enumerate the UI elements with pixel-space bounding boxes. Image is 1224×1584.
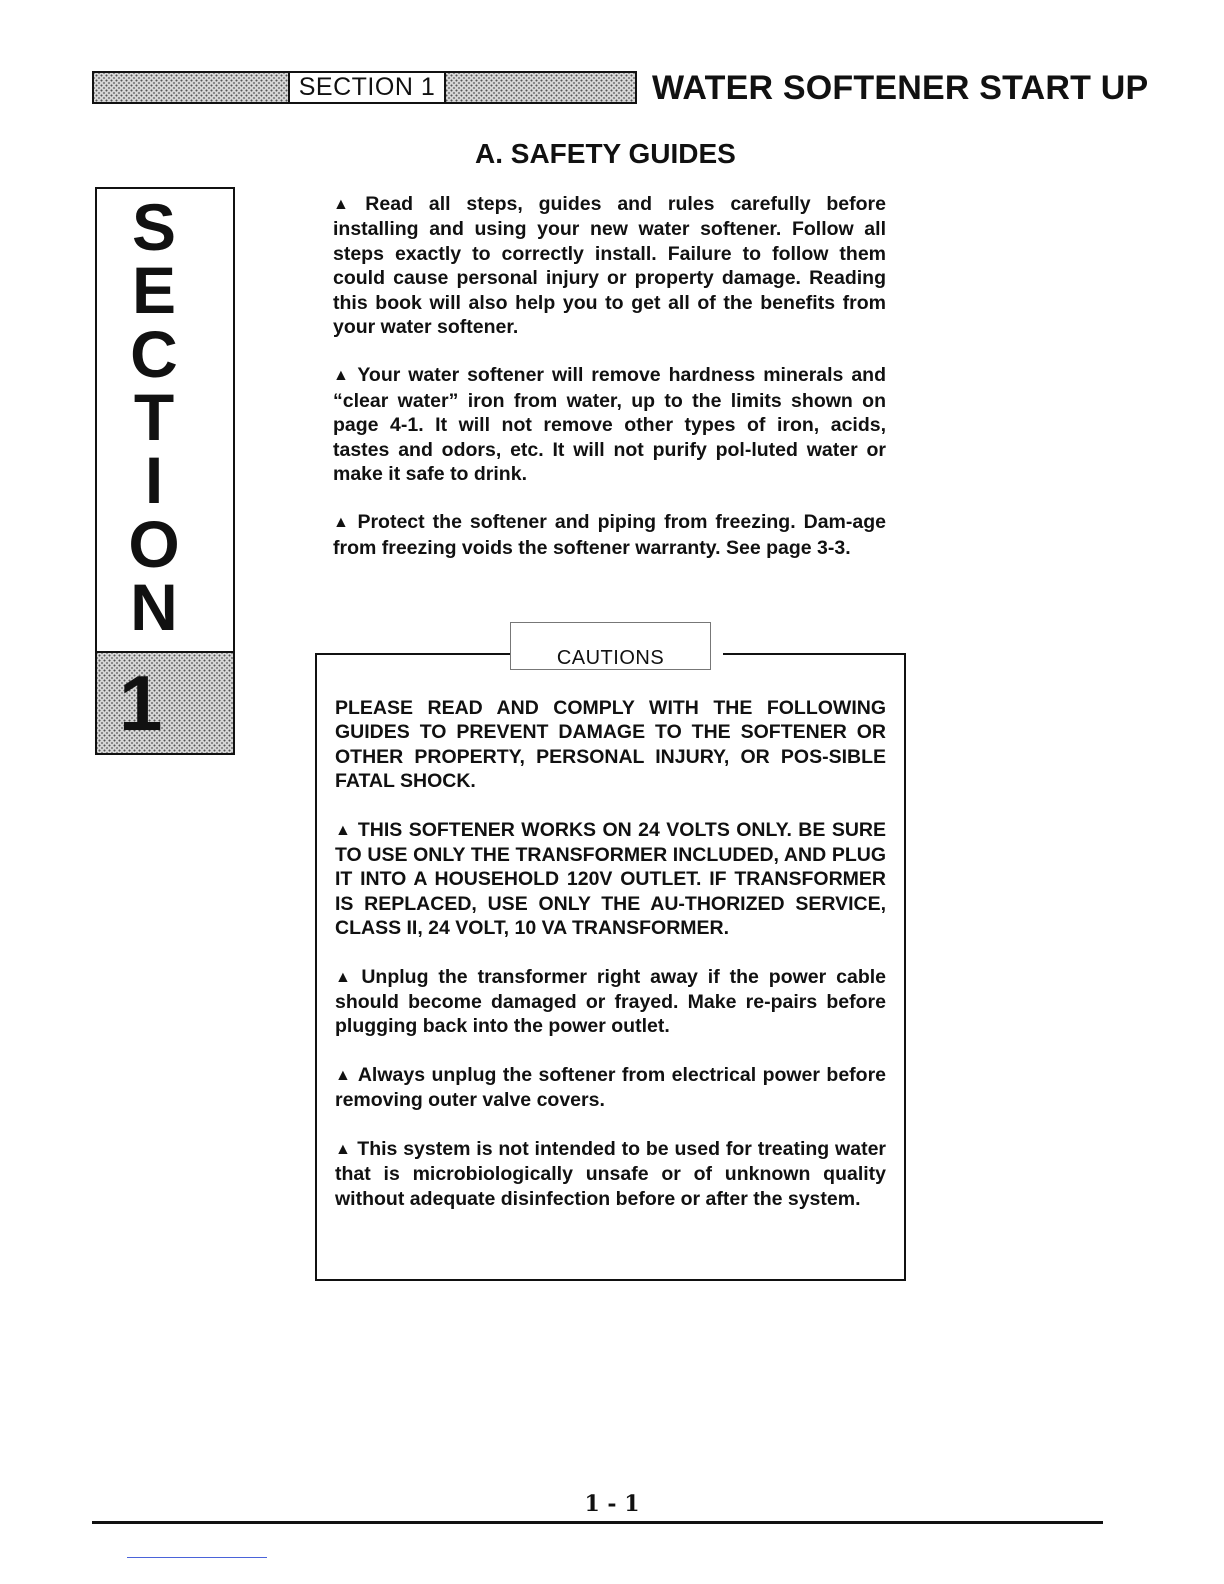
safety-paragraph: ▲ Protect the softener and piping from freezing. Dam-age from freezing voids the softener warranty. See page 3-3.	[333, 511, 886, 559]
side-tab-letter: O	[128, 506, 180, 581]
section-header-bar	[92, 71, 637, 104]
caution-item: ▲ THIS SOFTENER WORKS ON 24 VOLTS ONLY. BE SURE TO USE ONLY THE TRANSFORMER INCLUDED, AND PLUG IT INTO A HOUSEHOLD 120V OUTLET. IF TRANSFORMER IS REPLACED, USE ONLY THE AU-THORIZED SERVICE, CLASS II, 24 VOLT, 10 VA TRANSFORMER.	[335, 818, 887, 940]
safety-guides-body	[333, 192, 886, 584]
page-number: 1 - 1	[584, 1491, 640, 1517]
section-side-tab	[95, 187, 235, 755]
side-tab-letter: T	[133, 379, 175, 454]
caution-item: ▲ This system is not intended to be used for treating water that is microbiologically unsafe or of unknown quality without adequate disinfection before or after the system.	[335, 1137, 886, 1210]
page-heading: A. SAFETY GUIDES	[475, 138, 736, 169]
cautions-lead: PLEASE READ AND COMPLY WITH THE FOLLOWING GUIDES TO PREVENT DAMAGE TO THE SOFTENER OR OTHER PROPERTY, PERSONAL INJURY, OR POS-SIBLE FATAL SHOCK.	[335, 697, 886, 793]
warning-triangle-icon: ▲	[335, 1140, 352, 1158]
chapter-title: WATER SOFTENER START UP	[652, 69, 1149, 107]
cautions-content	[335, 696, 886, 1235]
warning-triangle-icon: ▲	[335, 821, 352, 839]
side-tab-letter: S	[131, 189, 177, 264]
side-tab-letter: N	[130, 570, 178, 645]
safety-paragraph: ▲ Your water softener will remove hardness minerals and “clear water” iron from water, up to the limits shown on page 4-1. It will not remove other types of iron, acids, tastes and odors, etc. It will not purify pol-luted water or make it safe to drink.	[333, 364, 886, 486]
section-label: SECTION 1	[288, 73, 446, 102]
side-tab-letter: I	[144, 443, 164, 518]
side-tab-letter: C	[130, 316, 178, 391]
caution-item: ▲ Unplug the transformer right away if the power cable should become damaged or frayed. Make re-pairs before plugging back into the power outlet.	[335, 965, 886, 1038]
cautions-title: CAUTIONS	[556, 647, 665, 669]
warning-triangle-icon: ▲	[333, 367, 352, 385]
side-tab-letters	[97, 189, 233, 647]
warning-triangle-icon: ▲	[335, 1066, 352, 1084]
warning-triangle-icon: ▲	[335, 968, 356, 986]
safety-paragraph: ▲ Read all steps, guides and rules carefully before installing and using your new water softener. Follow all steps exactly to correctly install. Failure to follow them could cause personal injury or property damage. Reading this book will also help you to get all of the benefits from your water softener.	[333, 193, 886, 339]
warning-triangle-icon: ▲	[333, 196, 360, 213]
caution-item: ▲ Always unplug the softener from electrical power before removing outer valve covers.	[335, 1063, 886, 1112]
warning-triangle-icon: ▲	[333, 514, 352, 532]
side-tab-number: 1	[119, 659, 163, 747]
footer-rule	[92, 1521, 1103, 1524]
footer-link-underline	[127, 1557, 267, 1558]
side-tab-number-box	[97, 651, 233, 753]
side-tab-letter: E	[131, 253, 177, 328]
